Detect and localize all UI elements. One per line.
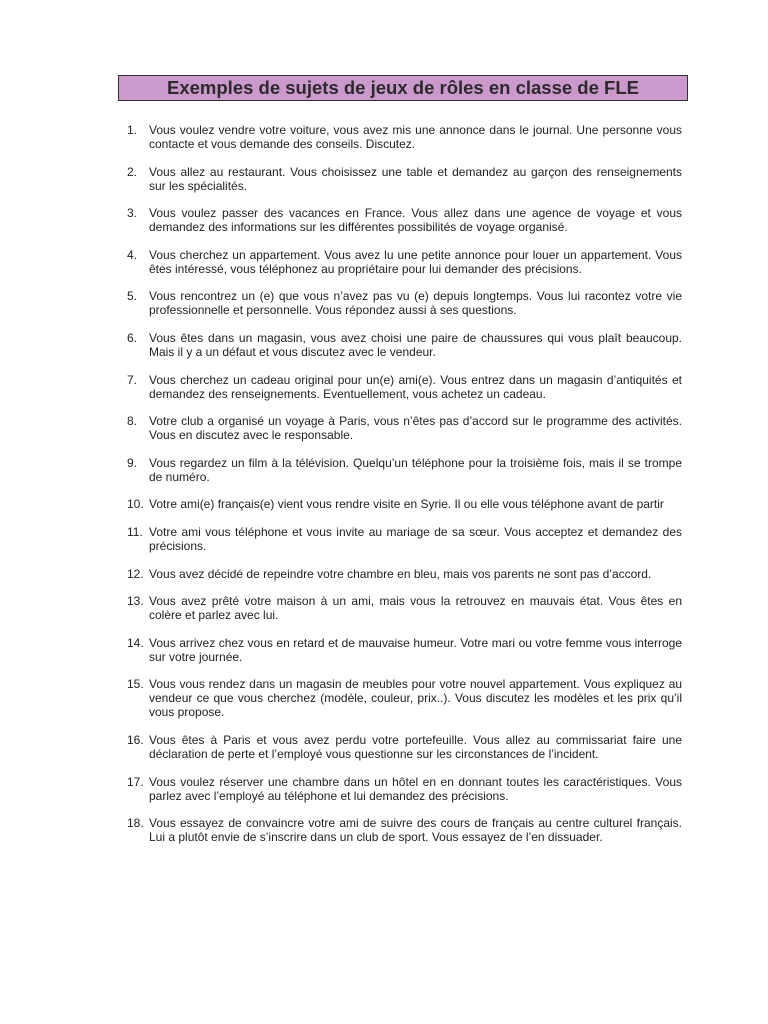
- item-number: 2.: [127, 164, 138, 179]
- title-banner: [118, 75, 688, 101]
- list-item: [118, 123, 682, 151]
- item-text: Vous êtes à Paris et vous avez perdu votre portefeuille. Vous allez au commissariat faire une déclaration de perte et l’employé vous questionne sur les circonstances de l’incident.: [149, 732, 682, 761]
- item-number: 17.: [127, 774, 144, 789]
- item-number: 8.: [127, 414, 138, 429]
- item-text: Votre ami(e) français(e) vient vous rendre visite en Syrie. Il ou elle vous téléphone avant de partir: [149, 497, 664, 512]
- list-item: [118, 733, 682, 761]
- item-number: 11.: [127, 524, 143, 539]
- item-text: Vous avez prêté votre maison à un ami, mais vous la retrouvez en mauvais état. Vous êtes en colère et parlez avec lui.: [149, 594, 682, 623]
- item-number: 14.: [127, 635, 144, 650]
- item-number: 10.: [127, 497, 144, 512]
- item-number: 7.: [127, 372, 138, 387]
- item-number: 9.: [127, 455, 138, 470]
- item-text: Vous arrivez chez vous en retard et de mauvaise humeur. Votre mari ou votre femme vous interroge sur votre journée.: [149, 635, 682, 664]
- list-item: [118, 816, 682, 844]
- list-item: [118, 248, 682, 276]
- list-item: [118, 206, 682, 234]
- item-text: Vous regardez un film à la télévision. Quelqu’un téléphone pour la troisième fois, mais il se trompe de numéro.: [149, 455, 682, 484]
- item-text: Vous voulez réserver une chambre dans un hôtel en en donnant toutes les caractéristiques. Vous parlez avec l’employé au téléphone et lui demandez des précisions.: [149, 774, 682, 803]
- item-text: Vous cherchez un cadeau original pour un(e) ami(e). Vous entrez dans un magasin d’antiquités et demandez des renseignements. Eventuellement, vous achetez un cadeau.: [149, 372, 682, 401]
- item-number: 1.: [127, 123, 138, 137]
- item-number: 12.: [127, 566, 144, 581]
- list-item: [118, 677, 682, 719]
- item-number: 3.: [127, 206, 138, 221]
- list-item: [118, 525, 682, 553]
- item-number: 4.: [127, 247, 138, 262]
- item-text: Vous êtes dans un magasin, vous avez choisi une paire de chaussures qui vous plaît beaucoup. Mais il y a un défaut et vous discutez avec le vendeur.: [149, 330, 682, 359]
- item-text: Votre club a organisé un voyage à Paris, vous n’êtes pas d’accord sur le programme des activités. Vous en discutez avec le responsable.: [149, 414, 682, 443]
- list-item: [118, 289, 682, 317]
- list-item: [118, 567, 682, 581]
- item-number: 5.: [127, 289, 138, 304]
- list-item: [118, 456, 682, 484]
- item-number: 13.: [127, 594, 144, 609]
- item-number: 16.: [127, 732, 144, 747]
- item-number: 6.: [127, 330, 138, 345]
- list-item: [118, 331, 682, 359]
- list-item: [118, 636, 682, 664]
- item-text: Vous allez au restaurant. Vous choisissez une table et demandez au garçon des renseignements sur les spécialités.: [149, 164, 682, 193]
- item-number: 18.: [127, 816, 144, 831]
- item-number: 15.: [127, 677, 144, 692]
- list-item: [118, 414, 682, 442]
- item-text: Vous avez décidé de repeindre votre chambre en bleu, mais vos parents ne sont pas d’accord.: [149, 566, 652, 581]
- item-text: Vous voulez vendre votre voiture, vous avez mis une annonce dans le journal. Une personne vous contacte et vous demande des conseils. Discutez.: [149, 123, 682, 151]
- item-text: Vous voulez passer des vacances en France. Vous allez dans une agence de voyage et vous demandez des informations sur les différentes possibilités de voyage organisé.: [149, 206, 682, 235]
- item-text: Vous vous rendez dans un magasin de meubles pour votre nouvel appartement. Vous expliquez au vendeur ce que vous cherchez (modèle, couleur, prix..). Vous discutez les modèles et les prix qu’il vous propose.: [149, 677, 682, 720]
- list-item: [118, 594, 682, 622]
- item-text: Vous essayez de convaincre votre ami de suivre des cours de français au centre culturel français. Lui a plutôt envie de s’inscrire dans un club de sport. Vous essayez de l’en dissuader.: [149, 816, 682, 845]
- list-item: [118, 373, 682, 401]
- list-item: [118, 497, 682, 511]
- item-text: Votre ami vous téléphone et vous invite au mariage de sa sœur. Vous acceptez et demandez des précisions.: [149, 524, 682, 553]
- role-play-topic-list: [118, 123, 682, 858]
- item-text: Vous rencontrez un (e) que vous n’avez pas vu (e) depuis longtemps. Vous lui racontez votre vie professionnelle et personnelle. Vous répondez aussi à ses questions.: [149, 289, 682, 318]
- document-title: Exemples de sujets de jeux de rôles en classe de FLE: [167, 77, 639, 98]
- item-text: Vous cherchez un appartement. Vous avez lu une petite annonce pour louer un appartement. Vous êtes intéressé, vous téléphonez au propriétaire pour lui demander des précisions.: [149, 247, 682, 276]
- list-item: [118, 775, 682, 803]
- list-item: [118, 165, 682, 193]
